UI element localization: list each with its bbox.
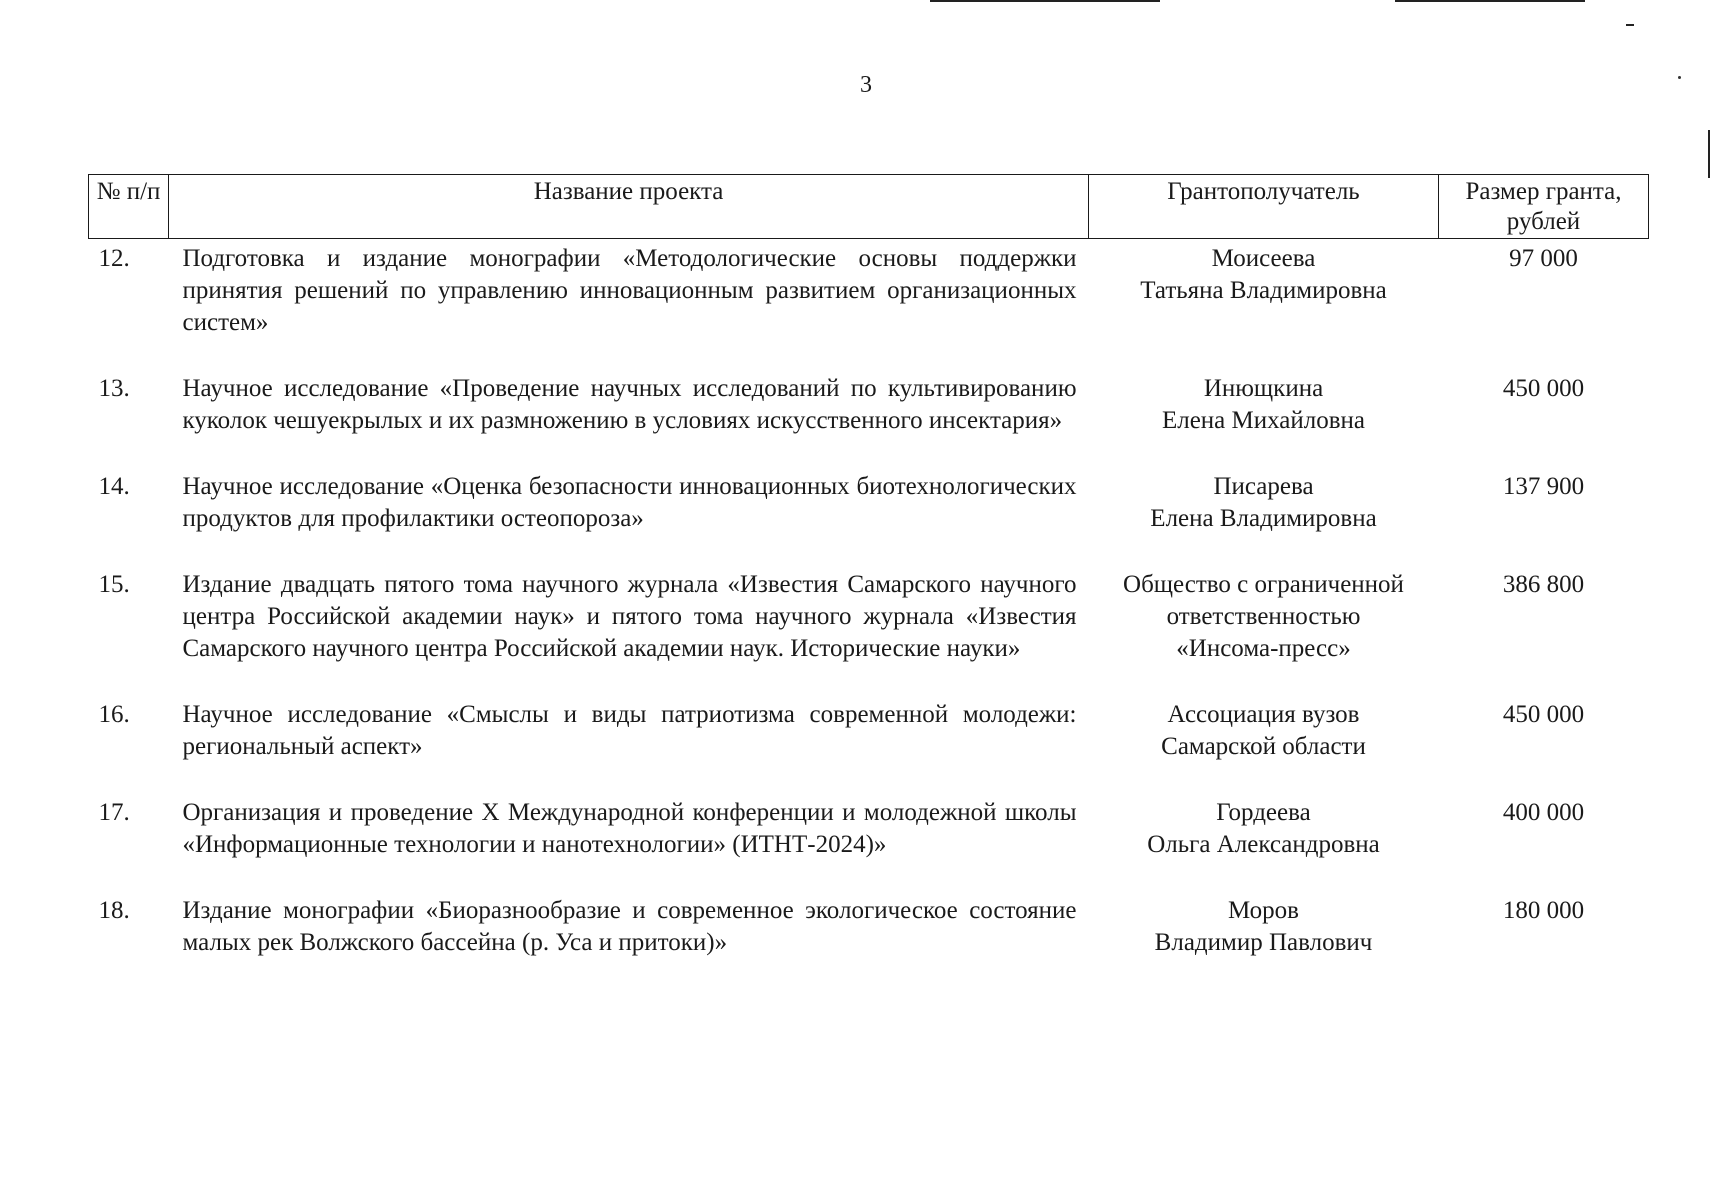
- grant-recipient: [1089, 699, 1439, 797]
- project-name: Организация и проведение X Международной конференции и молодежной школы «Информационные технологии и нанотехнологии» (ИТНТ-2024)»: [182, 799, 1077, 858]
- recipient-line: Моров: [1228, 897, 1299, 924]
- project-name: Научное исследование «Проведение научных исследований по культивированию куколок чешуекрылых и их размножению в условиях искусственного инсектария»: [182, 375, 1077, 434]
- recipient-line: Общество с ограниченной: [1123, 571, 1404, 598]
- grant-recipient: [1089, 797, 1439, 895]
- recipient-line: ответственностью: [1166, 603, 1361, 630]
- row-number: 17.: [98, 799, 130, 826]
- recipient-line: Самарской области: [1161, 733, 1366, 760]
- grant-recipient: [1089, 471, 1439, 569]
- scan-artifact-line: [930, 0, 1160, 2]
- recipient-line: Гордеева: [1216, 799, 1311, 826]
- project-name: Научное исследование «Смыслы и виды патриотизма современной молодежи: региональный аспект»: [182, 701, 1077, 760]
- recipient-line: Владимир Павлович: [1154, 929, 1373, 956]
- scan-artifact-dot: [1678, 76, 1681, 79]
- grant-amount: 180 000: [1502, 897, 1585, 924]
- table-row: [89, 797, 1649, 895]
- recipient-line: Елена Владимировна: [1150, 505, 1377, 532]
- table-row: [89, 373, 1649, 471]
- recipient-line: Ольга Александровна: [1147, 831, 1380, 858]
- grant-recipient: [1089, 373, 1439, 471]
- project-name: Издание монографии «Биоразнообразие и современное экологическое состояние малых рек Волжского бассейна (р. Уса и притоки)»: [182, 897, 1077, 956]
- recipient-line: Моисеева: [1211, 245, 1316, 272]
- scan-artifact-line: [1626, 24, 1634, 26]
- table-row: [89, 569, 1649, 699]
- table-header-row: [89, 175, 1649, 239]
- project-name: Подготовка и издание монографии «Методологические основы поддержки принятия решений по управлению инновационным развитием организационных систем»: [182, 245, 1077, 336]
- recipient-line: Писарева: [1213, 473, 1314, 500]
- table-row: [89, 239, 1649, 374]
- row-number: 18.: [98, 897, 130, 924]
- scan-artifact-edge: [1708, 130, 1710, 178]
- grant-recipient: [1089, 569, 1439, 699]
- grant-amount: 137 900: [1502, 473, 1585, 500]
- header-name: Название проекта: [169, 175, 1089, 239]
- row-number: 15.: [98, 571, 130, 598]
- project-name: Научное исследование «Оценка безопасности инновационных биотехнологических продуктов для профилактики остеопороза»: [182, 473, 1077, 532]
- row-number: 16.: [98, 701, 130, 728]
- table-row: [89, 699, 1649, 797]
- grant-recipient: [1089, 895, 1439, 993]
- grants-table: [88, 174, 1649, 993]
- row-number: 12.: [98, 245, 130, 272]
- table-row: [89, 471, 1649, 569]
- grant-amount: 97 000: [1509, 245, 1578, 272]
- header-num: № п/п: [89, 175, 169, 239]
- header-recipient: Грантополучатель: [1089, 175, 1439, 239]
- recipient-line: Татьяна Владимировна: [1140, 277, 1387, 304]
- grant-amount: 450 000: [1502, 701, 1585, 728]
- recipient-line: «Инсома-пресс»: [1176, 635, 1351, 662]
- recipient-line: Елена Михайловна: [1161, 407, 1366, 434]
- row-number: 13.: [98, 375, 130, 402]
- page-number: 3: [860, 72, 872, 98]
- scan-artifact-line: [1395, 0, 1585, 2]
- project-name: Издание двадцать пятого тома научного журнала «Известия Самарского научного центра Российской академии наук» и пятого тома научного журнала «Известия Самарского научного центра Российской академии наук. Исторические науки»: [182, 571, 1077, 662]
- grant-amount: 386 800: [1502, 571, 1585, 598]
- recipient-line: Инющкина: [1203, 375, 1324, 402]
- recipient-line: Ассоциация вузов: [1167, 701, 1360, 728]
- grant-amount: 450 000: [1502, 375, 1585, 402]
- header-amount: Размер гранта, рублей: [1439, 175, 1649, 239]
- table-row: [89, 895, 1649, 993]
- grant-recipient: [1089, 239, 1439, 374]
- grant-amount: 400 000: [1502, 799, 1585, 826]
- row-number: 14.: [98, 473, 130, 500]
